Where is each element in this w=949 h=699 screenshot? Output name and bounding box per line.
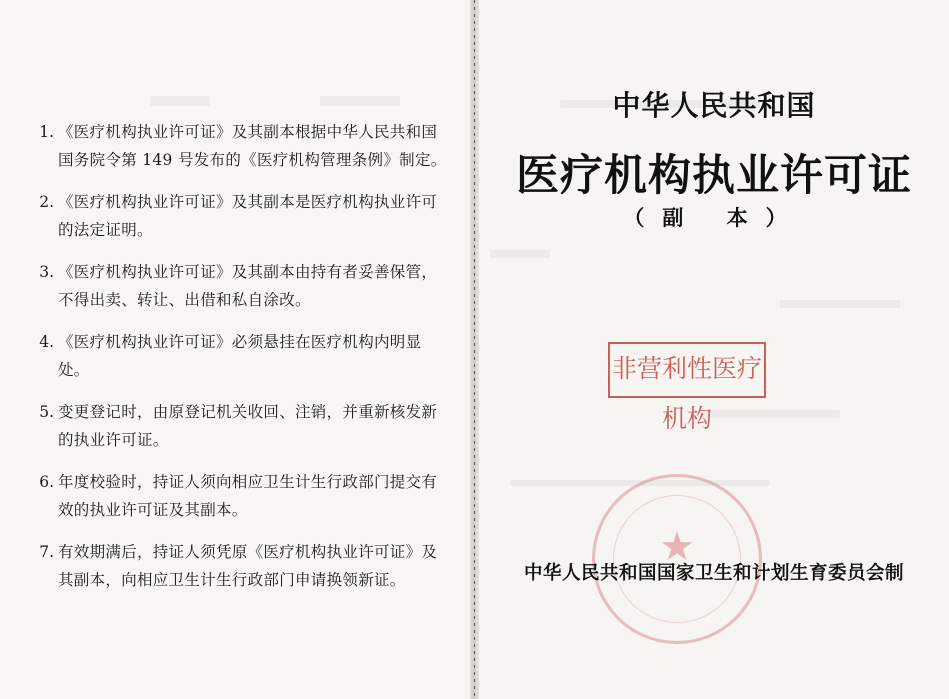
rule-item bbox=[30, 258, 450, 314]
rule-text: 变更登记时，由原登记机关收回、注销，并重新核发新的执业许可证。 bbox=[58, 403, 438, 449]
rule-item bbox=[30, 118, 450, 174]
rule-item bbox=[30, 188, 450, 244]
rule-number: 3. bbox=[39, 263, 54, 281]
rule-number: 1. bbox=[39, 123, 54, 141]
rule-number: 7. bbox=[39, 543, 54, 561]
rule-text: 年度校验时，持证人须向相应卫生计生行政部门提交有效的执业许可证及其副本。 bbox=[58, 473, 438, 519]
issuing-authority: 中华人民共和国国家卫生和计划生育委员会制 bbox=[523, 563, 904, 584]
rules-list bbox=[30, 118, 450, 608]
rule-text: 《医疗机构执业许可证》及其副本由持有者妥善保管，不得出卖、转让、出借和私自涂改。 bbox=[58, 263, 438, 309]
rule-number: 5. bbox=[39, 403, 54, 421]
rule-item bbox=[30, 538, 450, 594]
bleed-mark bbox=[700, 410, 840, 418]
rule-number: 4. bbox=[39, 333, 54, 351]
rule-text: 《医疗机构执业许可证》及其副本是医疗机构执业许可的法定证明。 bbox=[58, 193, 438, 239]
rule-number: 6. bbox=[39, 473, 54, 491]
rule-number: 2. bbox=[39, 193, 54, 211]
country-name: 中华人民共和国 bbox=[612, 89, 816, 122]
rule-item bbox=[30, 398, 450, 454]
rule-text: 有效期满后，持证人须凭原《医疗机构执业许可证》及其副本，向相应卫生计生行政部门申请换领新证。 bbox=[58, 543, 438, 589]
rule-item bbox=[30, 468, 450, 524]
bleed-mark bbox=[150, 96, 210, 106]
bleed-mark bbox=[320, 96, 400, 106]
bleed-mark bbox=[780, 300, 900, 308]
license-title: 医疗机构执业许可证 bbox=[516, 151, 912, 201]
rule-item bbox=[30, 328, 450, 384]
copy-label: （副 本） bbox=[623, 206, 805, 230]
seal-star-icon: ★ bbox=[659, 524, 695, 570]
bleed-mark bbox=[490, 250, 550, 258]
nonprofit-stamp: 非营利性医疗机构 bbox=[608, 342, 766, 398]
rule-text: 《医疗机构执业许可证》必须悬挂在医疗机构内明显处。 bbox=[58, 333, 422, 379]
rule-text: 《医疗机构执业许可证》及其副本根据中华人民共和国国务院令第 149 号发布的《医疗机构管理条例》制定。 bbox=[58, 123, 447, 169]
